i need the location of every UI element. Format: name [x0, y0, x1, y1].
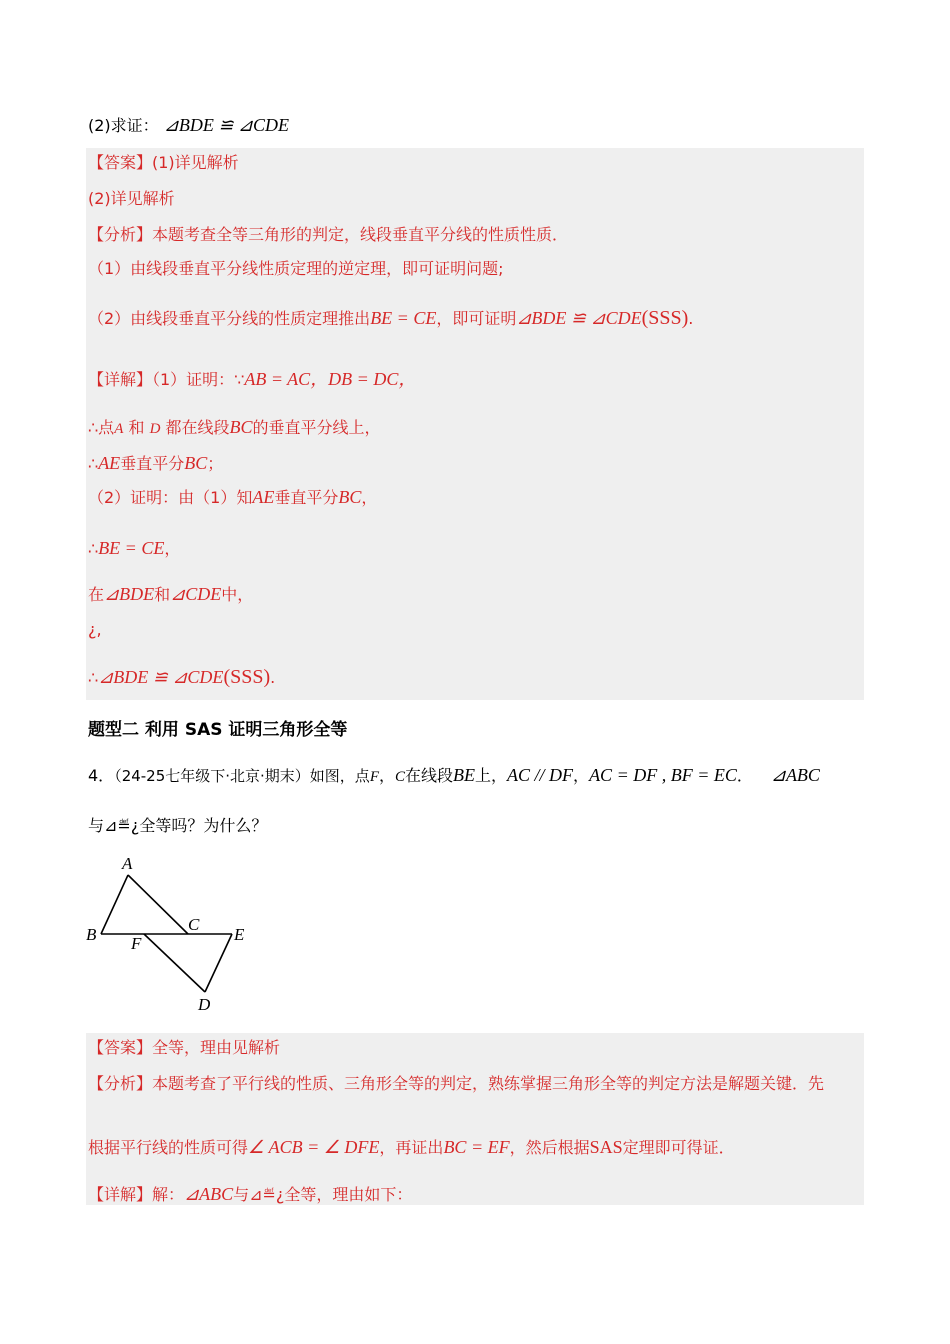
segment-ed — [205, 934, 232, 992]
detail-2-mid: 都在线段 — [165, 418, 230, 437]
label-a: A — [122, 854, 133, 873]
q4-c: C — [395, 769, 406, 785]
detail-2-and2: 与 — [233, 1185, 250, 1204]
q4-dot: ． — [736, 766, 753, 785]
section-heading: 题型二 利用 SAS 证明三角形全等 — [88, 720, 348, 740]
q4-be: BE — [453, 765, 476, 785]
q4-source: （24-25七年级下·北京·期末）如图，点 — [114, 767, 370, 785]
segment-fd — [144, 934, 205, 992]
q3-part2-math: ⊿BDE ≌ ⊿CDE — [163, 115, 290, 135]
detail-1-math: AB = AC，DB = DC， — [244, 369, 417, 389]
detail-4-pre: （2）证明：由（1）知 — [88, 488, 253, 507]
triangle-figure — [80, 850, 260, 1020]
answer-1-line2: (2)详见解析 — [88, 189, 175, 208]
analysis-1-part2-math2: ⊿BDE ≌ ⊿CDE — [516, 308, 642, 328]
q4-line2-sym: ⊿≝¿ — [104, 816, 140, 835]
label-d: D — [198, 995, 211, 1014]
detail-1-line4 — [88, 486, 377, 509]
detail-4-end: ， — [361, 488, 378, 507]
q4-comma1: ， — [378, 766, 395, 785]
q4-line1 — [88, 764, 820, 788]
analysis-2-line2 — [88, 1136, 735, 1159]
detail-1-line3 — [88, 452, 223, 475]
detail-1-line2 — [88, 416, 381, 440]
detail-1-line6 — [88, 583, 253, 606]
analysis-2-mid2: ，然后根据 — [509, 1138, 590, 1157]
detail-8-pre: ∴ — [88, 668, 99, 687]
detail-1-line1 — [88, 368, 416, 391]
detail-2-a: A — [114, 421, 124, 437]
analysis-2-end: 定理即可得证． — [622, 1138, 735, 1157]
detail-3-ae: AE — [98, 453, 121, 473]
detail-8-math: ⊿BDE ≌ ⊿CDE — [98, 667, 224, 687]
detail-8-sss: (SSS) — [223, 666, 271, 688]
q4-line2-end: 全等吗？为什么？ — [139, 816, 268, 835]
detail-2-sym: ⊿≝¿ — [249, 1185, 285, 1204]
detail-1-line7: ¿, — [88, 620, 102, 639]
analysis-1-line: 【分析】本题考查全等三角形的判定，线段垂直平分线的性质性质． — [88, 225, 569, 244]
analysis-1-part2-text: （2）由线段垂直平分线的性质定理推出 — [88, 309, 371, 328]
detail-2-label: 【详解】解： — [88, 1185, 185, 1204]
q3-part2-line — [88, 114, 289, 137]
q4-cond: AC = DF , BF = EC — [589, 765, 737, 785]
analysis-2-math2: BC = EF — [443, 1137, 510, 1157]
detail-5-end: ， — [164, 539, 181, 558]
label-e: E — [234, 925, 245, 944]
answer-2-line: 【答案】全等，理由见解析 — [88, 1038, 281, 1057]
detail-5-math: BE = CE — [98, 538, 165, 558]
q3-part2-prompt: (2)求证： — [88, 116, 159, 135]
q4-abc: ⊿ABC — [770, 765, 820, 785]
q4-comma2: ， — [573, 766, 590, 785]
detail-1-line5 — [88, 537, 180, 560]
detail-2-bc: BC — [229, 417, 253, 437]
q4-number: 4． — [88, 766, 115, 785]
analysis-2-pre: 根据平行线的性质可得 — [88, 1138, 249, 1157]
q4-parallel: AC // DF — [507, 765, 574, 785]
detail-2-abc: ⊿ABC — [184, 1184, 234, 1204]
answer-1-line: 【答案】(1)详见解析 — [88, 153, 239, 172]
detail-4-mid: 垂直平分 — [274, 488, 339, 507]
analysis-2-sas: SAS — [589, 1137, 623, 1157]
detail-3-mid: 垂直平分 — [120, 454, 185, 473]
detail-6-mid: 和 — [154, 585, 171, 604]
analysis-2-line: 【分析】本题考查了平行线的性质、三角形全等的判定，熟练掌握三角形全等的判定方法是解题关键．先 — [88, 1074, 825, 1093]
detail-2-d: D — [149, 421, 161, 437]
detail-4-bc: BC — [338, 487, 362, 507]
q4-line2-pre: 与 — [88, 816, 105, 835]
detail-6-end: 中， — [221, 585, 254, 604]
detail-4-ae: AE — [252, 487, 275, 507]
detail-2-line — [88, 1183, 412, 1206]
analysis-1-part2 — [88, 307, 693, 330]
q4-text3: 上， — [475, 766, 508, 785]
label-c: C — [188, 915, 200, 934]
analysis-1-part2-text2: ，即可证明 — [436, 309, 517, 328]
detail-3-end: ； — [207, 454, 224, 473]
detail-1-line8 — [88, 666, 275, 689]
analysis-1-part2-end: . — [688, 309, 694, 328]
detail-2-pre: ∴点 — [88, 418, 115, 437]
detail-6-m2: ⊿CDE — [170, 584, 222, 604]
segment-ac — [128, 875, 188, 934]
detail-3-pre: ∴ — [88, 454, 99, 473]
detail-6-pre: 在 — [88, 585, 105, 604]
label-f: F — [131, 934, 142, 953]
detail-8-end: . — [270, 668, 276, 687]
detail-2-and: 和 — [128, 418, 145, 437]
analysis-2-math1: ∠ ACB = ∠ DFE — [248, 1137, 380, 1157]
detail-1-label: 【详解】（1）证明：∵ — [88, 370, 245, 389]
analysis-1-part1: （1）由线段垂直平分线性质定理的逆定理，即可证明问题; — [88, 259, 504, 278]
analysis-1-part2-math1: BE = CE — [370, 308, 437, 328]
label-b: B — [86, 925, 97, 944]
analysis-2-mid: ，再证出 — [379, 1138, 444, 1157]
detail-5-pre: ∴ — [88, 539, 99, 558]
q4-line2 — [88, 815, 267, 837]
detail-6-m1: ⊿BDE — [104, 584, 155, 604]
q4-text2: 在线段 — [405, 766, 454, 785]
segment-ab — [101, 875, 128, 934]
detail-2-end2: 全等，理由如下： — [284, 1185, 413, 1204]
detail-3-bc: BC — [184, 453, 208, 473]
detail-2-end: 的垂直平分线上， — [252, 418, 381, 437]
q4-f: F — [369, 769, 379, 785]
analysis-1-part2-sss: (SSS) — [641, 307, 689, 329]
